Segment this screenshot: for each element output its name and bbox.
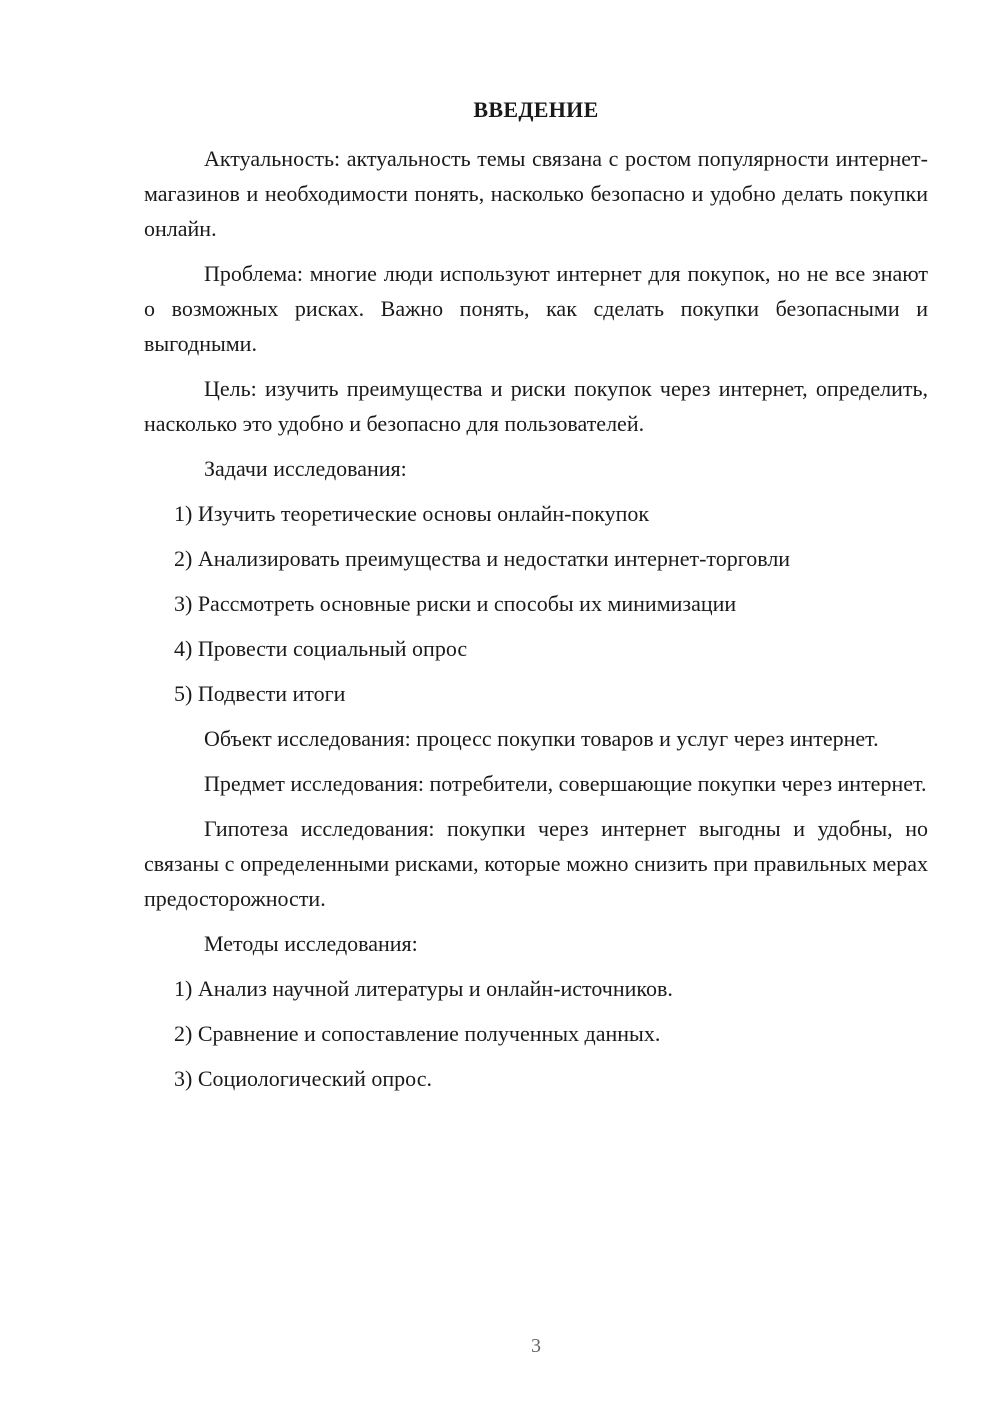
method-item-3: 3) Социологический опрос. (174, 1066, 432, 1091)
hypothesis-paragraph: Гипотеза исследования: покупки через интернет выгодны и удобны, но связаны с определенными рисками, которые можно снизить при правильных мерах предосторожности. (144, 816, 928, 911)
task-item-1: 1) Изучить теоретические основы онлайн-покупок (174, 501, 650, 526)
subject-paragraph: Предмет исследования: потребители, совершающие покупки через интернет. (204, 771, 927, 796)
goal-paragraph: Цель: изучить преимущества и риски покупок через интернет, определить, насколько это удобно и безопасно для пользователей. (144, 376, 928, 436)
object-paragraph: Объект исследования: процесс покупки товаров и услуг через интернет. (204, 726, 879, 751)
tasks-title: Задачи исследования: (204, 456, 407, 481)
task-item-3: 3) Рассмотреть основные риски и способы их минимизации (174, 591, 737, 616)
relevance-paragraph: Актуальность: актуальность темы связана с ростом популярности интернет-магазинов и необходимости понять, насколько безопасно и удобно делать покупки онлайн. (144, 146, 928, 241)
task-item-5: 5) Подвести итоги (174, 681, 346, 706)
method-item-2: 2) Сравнение и сопоставление полученных данных. (174, 1021, 661, 1046)
section-heading: ВВЕДЕНИЕ (473, 97, 599, 122)
methods-title: Методы исследования: (204, 931, 418, 956)
document-body (144, 141, 928, 1106)
task-item-2: 2) Анализировать преимущества и недостатки интернет-торговли (174, 546, 791, 571)
problem-paragraph: Проблема: многие люди используют интернет для покупок, но не все знают о возможных рисках. Важно понять, как сделать покупки безопасными и выгодными. (144, 261, 928, 356)
task-item-4: 4) Провести социальный опрос (174, 636, 468, 661)
method-item-1: 1) Анализ научной литературы и онлайн-источников. (174, 976, 673, 1001)
page-number: 3 (531, 1335, 541, 1357)
